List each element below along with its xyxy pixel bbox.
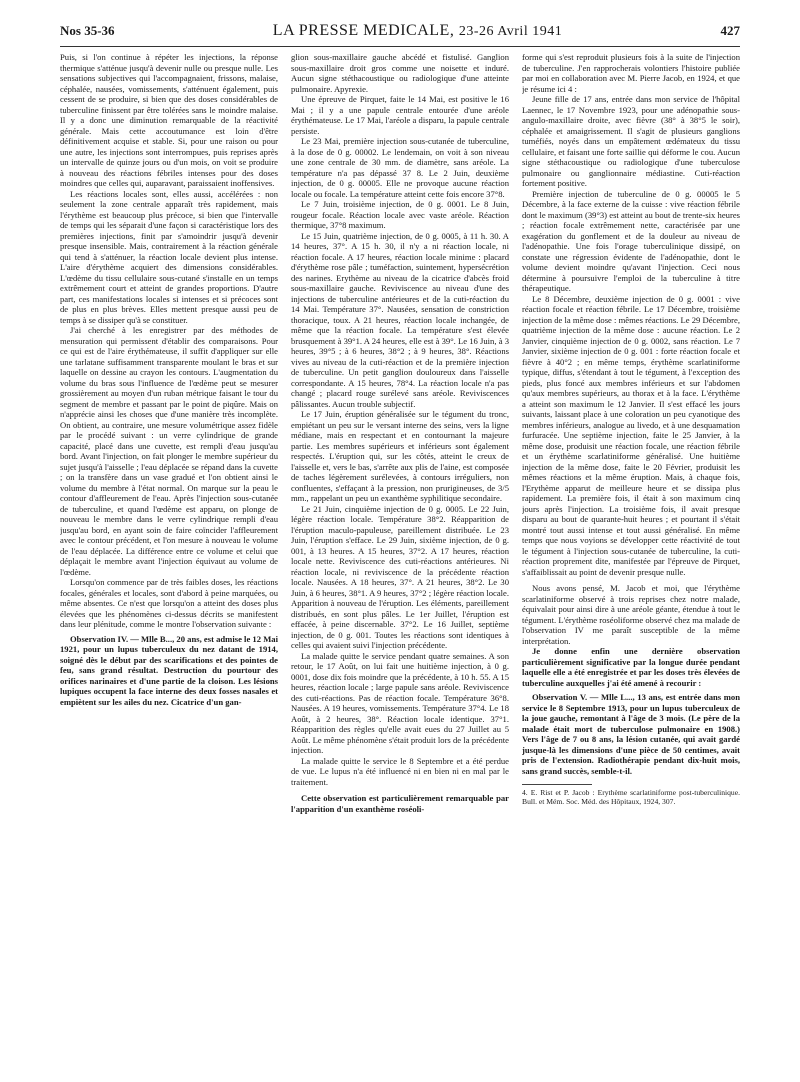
- column-left: [60, 52, 278, 1072]
- footnote-rule: [522, 784, 592, 785]
- page-number: 427: [720, 23, 740, 38]
- issue-number: Nos 35-36: [60, 23, 115, 38]
- header-rule: [60, 46, 740, 47]
- paragraph: Le 21 Juin, cinquième injection de 0 g. 0005. Le 22 Juin, légère réaction locale. Température 38°2. Réapparition de l'éruption maculo-papuleuse, pareillement distribuée. Le 23 Juin, l'éruption s'efface. Le 29 Juin, sixième injection, de 0 g. 001, à 13 heures. A 15 heures, 37°2. A 17 heures, réaction locale nette. Reviviscence des cuti-réactions antérieures. Ni réaction locale, ni reviviscence de la précédente réaction locale. Nausées. A 18 heures, 37°. A 21 heures, 38°2. Le 30 Juin, à 6 heures, 38°1. A 9 heures, 37°2 ; légère réaction locale. Apparition à nouveau de l'éruption. Les éléments, pareillement distribués, en sont plus pâles. Le 1er Juillet, l'éruption est effacée, à peine discernable. 37°2. Le 16 Juillet, septième injection, de 0 g. 001. Toutes les réactions sont identiques à celles qui avaient suivi l'injection précédente.: [291, 503, 509, 650]
- paragraph: Nous avons pensé, M. Jacob et moi, que l'érythème scarlatiniforme observé à trois reprises chez notre malade, équivalait pour ainsi dire à une aréole géante, étendue à tout le tégument. L'érythème roséoliforme observé chez ma malade de l'observation IV me paraît susceptible de la même interprétation.: [522, 583, 740, 646]
- paragraph: Les réactions locales sont, elles aussi, accélérées : non seulement la zone centrale apparaît très rapidement, mais l'érythème est beaucoup plus précoce, si bien que l'intervalle de temps qui les séparait d'une façon si caractéristique lors des premières injections, finit par s'amoindrir jusqu'à devenir presque insensible. Mais, contrairement à la réaction générale qui tend à s'atténuer, la réaction locale devient plus intense. L'aire d'érythème acquiert des dimensions considérables. L'œdème du tissu cellulaire sous-cutané s'installe en un temps extrêmement court et atteint de grandes proportions. D'autre part, ces manifestations locales si intenses et si précoces sont de plus en plus brèves. Elles mettent presque aussi peu de temps à se dissiper qu'à se constituer.: [60, 188, 278, 325]
- journal-masthead: [273, 22, 562, 40]
- paragraph: glion sous-maxillaire gauche abcédé et fistulisé. Ganglion sous-maxillaire droit gros comme une noisette et induré. Aucun signe stéthacoustique ou radiologique d'une atteinte pulmonaire. Apyrexie.: [291, 52, 509, 94]
- footnote: 4. E. Rist et P. Jacob : Erythème scarlatiniforme post-tuberculinique. Bull. et Mém. Soc. Méd. des Hôpitaux, 1924, 307.: [522, 788, 740, 807]
- paragraph: Jeune fille de 17 ans, entrée dans mon service de l'hôpital Laennec, le 17 Novembre 1923, pour une adénopathie sous-angulo-maxillaire droite, avec fièvre (38° à 38°5 le soir), céphalée et amaigrissement. Il s'agit de plusieurs ganglions tuméfiés, noyés dans un empâtement œdémateux du tissu cellulaire, et faisant une forte saillie qui déforme le cou. Aucun signe stéthacoustique ou radiologique d'une tuberculose pulmonaire ou ganglionnaire médiastine. Cuti-réaction fortement positive.: [522, 94, 740, 188]
- paragraph: Le 7 Juin, troisième injection, de 0 g. 0001. Le 8 Juin, rougeur focale. Réaction locale avec vaste aréole. Réaction thermique, 37°8 maximum.: [291, 199, 509, 230]
- paragraph: Le 23 Mai, première injection sous-cutanée de tuberculine, à la dose de 0 g. 00002. Le lendemain, on voit à son niveau une zone centrale de 30 mm. de diamètre, sans aréole. La température n'a pas dépassé 37 8. Le 2 Juin, deuxième injection, de 0 g. 00005. Elle ne provoque aucune réaction locale ou focale. La température atteint cette fois encore 37°8.: [291, 136, 509, 199]
- page-header: [60, 22, 740, 44]
- paragraph: J'ai cherché à les enregistrer par des méthodes de mensuration qui permissent d'établir des comparaisons. Pour ce qui est de l'aire érythémateuse, il suffit d'appliquer sur elle une tarlatane suffisamment transparente moulant le bras et sur laquelle on dessine au crayon les contours. L'augmentation du volume du bras sous l'influence de l'œdème peut se mesurer grossièrement au moyen d'un ruban métrique faisant le tour du segment de membre et passant par le point de piqûre. Mais on n'apprécie ainsi les choses que d'une manière très incomplète. On obtient, au contraire, une mesure volumétrique assez fidèle par le procédé suivant : un verre cylindrique de grande capacité, placé dans une cuvette, est rempli d'eau jusqu'au bord. Avant l'injection, on fait plonger le membre supérieur du sujet jusqu'à l'aisselle ; l'eau déplacée se répand dans la cuvette ; on la transfère dans un vase gradué et l'on obtient ainsi le volume du membre à l'état normal. On marque sur la peau le contour d'affleurement de l'eau. Après l'injection sous-cutanée de tuberculine, et quand l'œdème est apparu, on plonge de nouveau le membre dans le verre cylindrique rempli d'eau jusqu'au bord, en ayant soin de faire coïncider l'affleurement avec le contour précédent, et l'on mesure à nouveau le volume de l'eau déplacée. La différence entre ce volume et celui que déplaçait le membre avant l'injection équivaut au volume de l'œdème.: [60, 325, 278, 577]
- issue-date: 23-26 Avril 1941: [458, 24, 563, 39]
- observation-v: Observation V. — Mlle L..., 13 ans, est entrée dans mon service le 8 Septembre 1913, pour un lupus tuberculeux de la joue gauche, remontant à l'âge de 3 mois. (Le père de la malade était mort de tuberculose pulmonaire en 1908.) Vers l'âge de 7 ou 8 ans, la lésion cutanée, qui avait gardé jusque-là les dimensions d'une pièce de 50 centimes, avait pris de l'extension. Radiothérapie pendant dix-huit mois, sans grand succès, semble-t-il.: [522, 692, 740, 776]
- journal-title: LA PRESSE MEDICALE,: [272, 22, 455, 39]
- paragraph: Première injection de tuberculine de 0 g. 00005 le 5 Décembre, à la face externe de la cuisse : vive réaction fébrile dont le maximum (39°3) est atteint au bout de trente-six heures ; réaction focale extrêmement nette, caractérisée par une exagération du gonflement et de la douleur au niveau de l'adénopathie. Une fois l'orage tuberculinique dissipé, on constate une régression évidente de l'adénopathie, dont le volume devient moindre qu'avant l'injection. Ceci nous détermine à poursuivre l'emploi de la tuberculine à titre thérapeutique.: [522, 188, 740, 293]
- paragraph: Le 15 Juin, quatrième injection, de 0 g. 0005, à 11 h. 30. A 14 heures, 37°. A 15 h. 30, il n'y a ni réaction locale, ni réaction focale. A 17 heures, réaction locale minime : placard d'érythème rose pâle ; tuméfaction, suintement, hypersécrétion des narines. Erythème au niveau de la cicatrice d'abcès froid sous-maxillaire gauche. Reviviscence au niveau d'une des injections de tuberculine antérieures et de la cuti-réaction du 14 Mai. Température 37°. Nausées, sensation de constriction thoracique, toux. A 21 heures, réaction locale inchangée, de même que la réaction focale. La température s'est élevée brusquement à 39°1. A 24 heures, elle est à 39°. Le 16 Juin, à 3 heures, 39°5 ; à 6 heures, 38°2 ; à 9 heures, 38°. Réactions vives au niveau de la cuti-réaction et de la première injection de tuberculine. Un petit ganglion douloureux dans l'aisselle correspondante. A 15 heures, 78°4. La réaction locale n'a pas changé ; placard rouge surélevé sans aréole. Reviviscences pâlissantes. Aucun trouble subjectif.: [291, 230, 509, 409]
- paragraph: La malade quitte le service le 8 Septembre et a été perdue de vue. Le lupus n'a été influencé ni en bien ni en mal par le traitement.: [291, 755, 509, 787]
- observation-iv: Observation IV. — Mlle B..., 20 ans, est admise le 12 Mai 1921, pour un lupus tuberculeux du nez datant de 1914, soigné dès le début par des scarifications et des pointes de feu, sans grand résultat. Destruction du pourtour des orifices narinaires et d'une partie de la cloison. Les lésions lupiques occupent la face interne des deux fosses nasales et empiètent sur les ailes du nez. Cicatrice d'un gan-: [60, 633, 278, 707]
- article-columns: [60, 52, 740, 1072]
- paragraph: Je donne enfin une dernière observation particulièrement significative par la longue durée pendant laquelle elle a été enregistrée et par les doses très élevées de tuberculine auxquelles j'ai été amené à recourir :: [522, 646, 740, 688]
- column-right: [522, 52, 740, 1072]
- paragraph: Lorsqu'on commence par de très faibles doses, les réactions focales, générales et locales, sont d'abord à peine marquées, ou même absentes. Ce n'est que lorsqu'on a atteint des doses plus élevées que les phénomènes ci-dessus décrits se manifestent dans leur plénitude, comme le montre l'observation suivante :: [60, 577, 278, 629]
- paragraph: Cette observation est particulièrement remarquable par l'apparition d'un exanthème roséoli-: [291, 793, 509, 814]
- paragraph: Puis, si l'on continue à répéter les injections, la réponse thermique s'atténue jusqu'à devenir nulle ou presque nulle. Les sensations subjectives qui l'accompagnaient, frissons, malaise, céphalée, nausées, vomissements, s'atténuent également, puis cessent de se produire, si bien que des doses considérables de tuberculine finissent par être tolérées sans le moindre malaise. Il y a donc une diminution remarquable de la réactivité générale. Mais cette accoutumance est loin d'être définitivement acquise et stable. Si, pour une raison ou pour une autre, les injections sont interrompues, puis reprises après un intervalle de quinze jours ou d'un mois, on voit se produire à nouveau des réactions fébriles intenses pour des doses moindres que celles qui, auparavant, paraissaient inoffensives.: [60, 52, 278, 188]
- paragraph: forme qui s'est reproduit plusieurs fois à la suite de l'injection de tuberculine. J'en rapprocherais volontiers l'histoire publiée par moi en collaboration avec M. Pierre Jacob, en 1924, et que je résume ici 4 :: [522, 52, 740, 94]
- paragraph: Le 8 Décembre, deuxième injection de 0 g. 0001 : vive réaction focale et réaction fébrile. Le 17 Décembre, troisième injection de la même dose : mêmes réactions. Le 29 Décembre, quatrième injection de la même dose : aucune réaction. Le 2 Janvier, cinquième injection de 0 g. 0002, sans réaction. Le 7 Janvier, sixième injection de 0 g. 001 : forte réaction focale et fièvre à 40°2 ; en même temps, érythème scarlatiniforme typique, diffus, s'étendant à tout le tégument, à l'exception des pieds, plus foncé aux membres inférieurs et sur l'abdomen qu'aux membres supérieurs, au thorax et à la face. L'érythème a atteint son maximum le 12 Janvier. Il s'est effacé les jours suivants, laissant place à une coloration un peu cyanotique des membres inférieurs, analogue au livedo, et à une desquamation furfuracée. Une septième injection, faite le 25 Janvier, à la même dose, produisit une réaction focale, une réaction fébrile et un érythème scarlatiniforme généralisé. Une huitième injection de la même dose, faite le 20 Février, produisit les mêmes réactions et la même éruption. Mais, à chaque fois, l'Erythème apparut de meilleure heure et se dissipa plus rapidement. La première fois, il était à son maximum cinq jours après l'injection. La troisième fois, il avait presque disparu au bout de quarante-huit heures ; et pourtant il s'était montré tout aussi intense et tout aussi généralisé. En même temps que nous voyions se développer cette réactivité de tout le tégument à l'injection sous-cutanée de tuberculine, la cuti-réaction proprement dite, manifestée par l'épreuve de Pirquet, s'affaiblissait au point de devenir presque nulle.: [522, 293, 740, 577]
- paragraph: La malade quitte le service pendant quatre semaines. A son retour, le 17 Août, on lui fait une huitième injection, à 0 g. 0001, dose dix fois moindre que la précédente, à 10 h. 55. A 15 heures, réaction locale ; large papule sans aréole. Reviviscence des cuti-réactions. Pas de réaction focale. Température 36°8. Nausées. A 19 heures, vomissements. Température 37°4. Le 18 Août, à 2 heures, 38°. Réaction locale identique. 37°1. Réapparition des règles qu'elle avait eues du 27 Juillet au 5 Août. Le même phénomène s'était produit lors de la précédente injection.: [291, 650, 509, 755]
- paragraph: Une épreuve de Pirquet, faite le 14 Mai, est positive le 16 Mai ; il y a une papule centrale entourée d'une aréole érythémateuse. Le 17 Mai, l'aréole a disparu, la papule centrale persiste.: [291, 94, 509, 136]
- paragraph: Le 17 Juin, éruption généralisée sur le tégument du tronc, empiétant un peu sur le versant interne des seins, vers la ligne médiane, mais en respectant et en contournant la majeure partie. Les membres supérieurs et inférieurs sont également respectés. L'éruption qui, sur les côtés, atteint le creux de l'aisselle et, vers le bas, s'arrête aux plis de l'aine, est composée de taches légèrement surélevées, à contours irréguliers, non confluentes, s'effaçant à la pression, non prurigineuses, de 3/5 mm., rappelant un peu un exanthème syphilitique secondaire.: [291, 409, 509, 503]
- column-middle: [291, 52, 509, 1072]
